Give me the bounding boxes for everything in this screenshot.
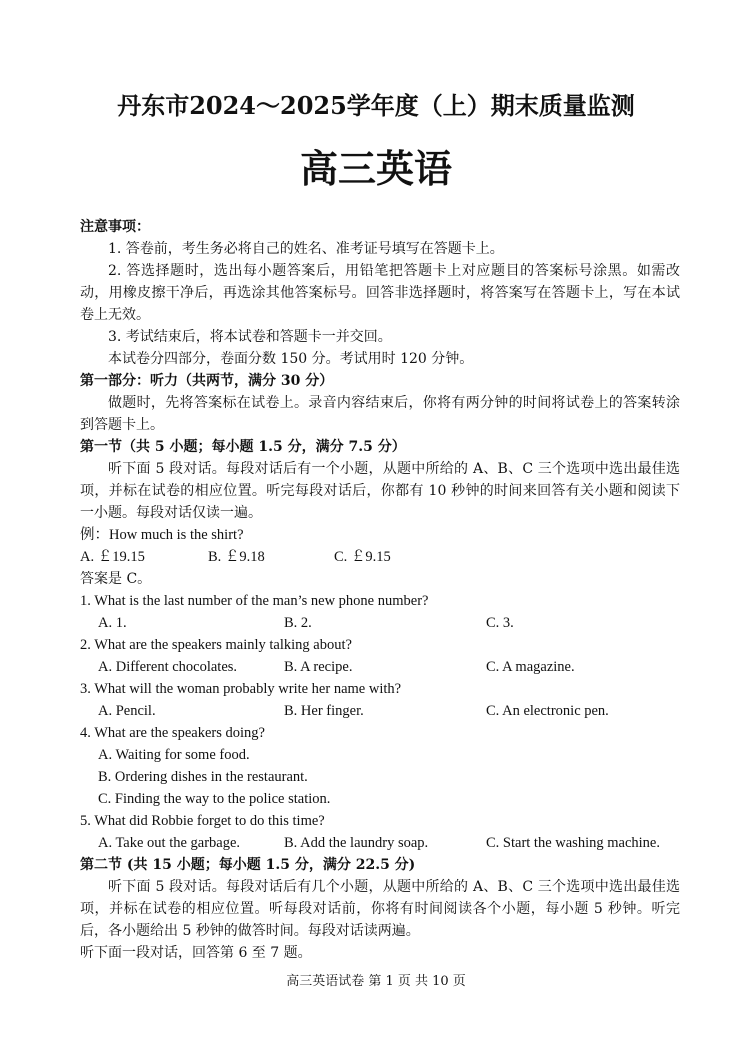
option-a: A. Take out the garbage.: [98, 835, 241, 851]
question-1-options: [80, 612, 680, 634]
example-option-b: B. ￡9.18: [208, 549, 265, 565]
option-a: A. 1.: [98, 615, 127, 631]
section2-next: 听下面一段对话，回答第 6 至 7 题。: [80, 945, 312, 961]
subject-title: 高三英语: [299, 147, 452, 191]
notice-item-3: 3. 考试结束后，将本试卷和答题卡一并交回。: [108, 329, 392, 345]
notice-item-4: 本试卷分四部分，卷面分数 150 分。考试用时 120 分钟。: [108, 351, 474, 367]
question-2-options: [80, 656, 680, 678]
question-3-options: [80, 700, 680, 722]
option-c: C. A magazine.: [486, 659, 575, 675]
example-option-c: C. ￡9.15: [334, 549, 391, 565]
section1-instruction: 听下面 5 段对话。每段对话后有一个小题，从题中所给的 A、B、C 三个选项中选出最佳选项，并标在试卷的相应位置。听完每段对话后，你都有 10 秒钟的时间来回答有关小题和阅读下一小题。每段对话仅读一遍。: [80, 461, 680, 521]
notice-heading: 注意事项：: [80, 219, 150, 235]
option-a: A. Different chocolates.: [98, 659, 238, 675]
option-b: B. Ordering dishes in the restaurant.: [98, 769, 308, 785]
example-question: 例：How much is the shirt?: [80, 527, 244, 543]
option-c: C. Finding the way to the police station.: [98, 791, 331, 807]
part1-heading: 第一部分：听力（共两节，满分 30 分）: [80, 373, 334, 389]
page-footer: 高三英语试卷 第 1 页 共 10 页: [286, 974, 466, 989]
section1-heading: 第一节（共 5 小题；每小题 1.5 分，满分 7.5 分）: [80, 439, 406, 455]
option-c: C. Start the washing machine.: [486, 835, 660, 851]
question-3: 3. What will the woman probably write her name with?: [80, 681, 402, 697]
section2-heading: 第二节 (共 15 小题；每小题 1.5 分，满分 22.5 分): [80, 857, 416, 873]
question-4: 4. What are the speakers doing?: [80, 725, 265, 741]
question-1: 1. What is the last number of the man’s new phone number?: [80, 593, 429, 609]
option-b: B. Add the laundry soap.: [284, 835, 429, 851]
notice-item-2: 2. 答选择题时，选出每小题答案后，用铅笔把答题卡上对应题目的答案标号涂黑。如需改动，用橡皮擦干净后，再选涂其他答案标号。回答非选择题时，将答案写在答题卡上，写在本试卷上无效。: [80, 263, 680, 323]
option-a: A. Pencil.: [98, 703, 156, 719]
option-b: B. 2.: [284, 615, 312, 631]
example-options: [80, 546, 680, 568]
exam-body: [80, 216, 680, 964]
question-5-options: [80, 832, 680, 854]
example-answer: 答案是 C。: [80, 571, 152, 587]
example-option-a: A. ￡19.15: [80, 549, 145, 565]
exam-title: 丹东市2024～2025学年度（上）期末质量监测: [117, 91, 635, 120]
option-c: C. An electronic pen.: [486, 703, 609, 719]
question-5: 5. What did Robbie forget to do this time?: [80, 813, 325, 829]
option-a: A. Waiting for some food.: [98, 747, 250, 763]
option-c: C. 3.: [486, 615, 514, 631]
question-2: 2. What are the speakers mainly talking about?: [80, 637, 352, 653]
section2-instruction: 听下面 5 段对话。每段对话后有几个小题，从题中所给的 A、B、C 三个选项中选出最佳选项，并标在试卷的相应位置。听每段对话前，你将有时间阅读各个小题，每小题 5 秒钟。听完后，各小题给出 5 秒钟的做答时间。每段对话读两遍。: [80, 879, 680, 939]
option-b: B. Her finger.: [284, 703, 364, 719]
option-b: B. A recipe.: [284, 659, 353, 675]
part1-instruction: 做题时，先将答案标在试卷上。录音内容结束后，你将有两分钟的时间将试卷上的答案转涂到答题卡上。: [80, 395, 680, 433]
notice-item-1: 1. 答卷前，考生务必将自己的姓名、准考证号填写在答题卡上。: [108, 241, 504, 257]
